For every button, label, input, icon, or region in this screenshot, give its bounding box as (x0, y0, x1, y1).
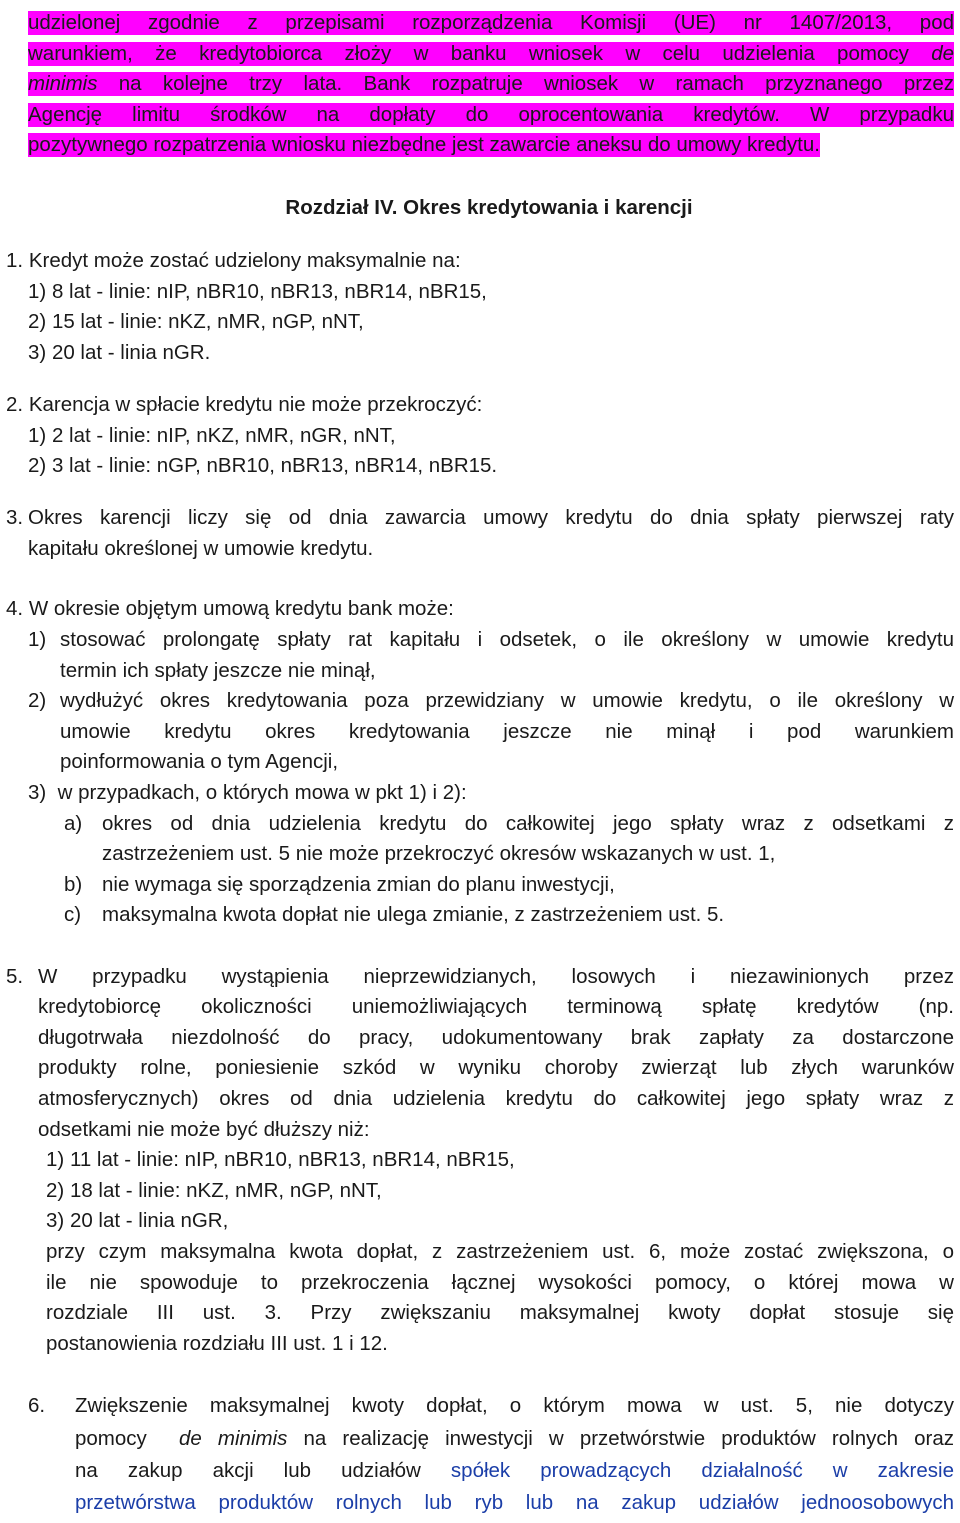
section-2-number: 2. (6, 393, 24, 416)
section-4-subitem-b-letter: b) (64, 873, 83, 896)
section-5-line-1: W przypadku wystąpienia nieprzewidzianych, losowych i niezawinionych przez (38, 965, 954, 988)
section-5-item-1: 1) 11 lat - linie: nIP, nBR10, nBR13, nBR14, nBR15, (46, 1148, 515, 1171)
section-4-item-1-line-1: stosować prolongatę spłaty rat kapitału i odsetek, o ile określony w umowie kredytu (60, 628, 954, 651)
section-1-number: 1. (6, 249, 24, 272)
section-5-line-2: kredytobiorcę okoliczności uniemożliwiających terminową spłatę kredytów (np. (38, 995, 954, 1018)
section-5-line-6: odsetkami nie może być dłuższy niż: (38, 1118, 370, 1141)
section-4-item-1-number: 1) (28, 628, 47, 651)
section-4-subitem-c-text: maksymalna kwota dopłat nie ulega zmianie, z zastrzeżeniem ust. 5. (102, 903, 725, 926)
section-5-line-3: długotrwała niezdolność do pracy, udokumentowany brak zapłaty za dostarczone (38, 1026, 954, 1049)
section-5-after-line-2: ile nie spowoduje to przekroczenia łącznej wysokości pomocy, o której mowa w (46, 1271, 954, 1294)
section-5-item-2: 2) 18 lat - linie: nKZ, nMR, nGP, nNT, (46, 1179, 382, 1202)
section-4-text: W okresie objętym umową kredytu bank może: (28, 597, 454, 620)
intro-line-1: udzielonej zgodnie z przepisami rozporządzenia Komisji (UE) nr 1407/2013, pod (28, 11, 954, 34)
section-2-text: Karencja w spłacie kredytu nie może przekroczyć: (28, 393, 483, 416)
section-4-subitem-a-line-2: zastrzeżeniem ust. 5 nie może przekroczyć okresów wskazanych w ust. 1, (102, 842, 776, 865)
section-6-line-1: Zwiększenie maksymalnej kwoty dopłat, o którym mowa w ust. 5, nie dotyczy (75, 1394, 954, 1417)
section-6-blue-text: spółek prowadzących działalność w zakresie (450, 1459, 954, 1482)
section-1-item-2: 2) 15 lat - linie: nKZ, nMR, nGP, nNT, (28, 310, 364, 333)
intro-line-5: pozytywnego rozpatrzenia wniosku niezbędne jest zawarcie aneksu do umowy kredytu. (28, 133, 820, 156)
chapter-heading: Rozdział IV. Okres kredytowania i karencji (285, 196, 693, 219)
section-6-line-3: na zakup akcji lub udziałów spółek prowadzących działalność w zakresie (75, 1459, 954, 1482)
section-1-item-3: 3) 20 lat - linia nGR. (28, 341, 211, 364)
intro-line-4: Agencję limitu środków na dopłaty do oprocentowania kredytów. W przypadku (28, 102, 954, 126)
section-4-item-2-line-2: umowie kredytu okres kredytowania jeszcze nie minął i pod warunkiem (60, 720, 954, 743)
section-4-item-2-number: 2) (28, 689, 47, 712)
section-5-item-3: 3) 20 lat - linia nGR, (46, 1209, 229, 1232)
section-1-text: Kredyt może zostać udzielony maksymalnie na: (28, 249, 461, 272)
intro-line-3: minimis na kolejne trzy lata. Bank rozpatruje wniosek w ramach przyznanego przez (28, 72, 954, 95)
section-3-number: 3. (6, 506, 24, 529)
section-6-de-minimis-italic: de minimis (179, 1427, 288, 1450)
section-4-item-3: 3) w przypadkach, o których mowa w pkt 1) i 2): (28, 781, 467, 804)
section-5-line-5: atmosferycznych) okres od dnia udzielenia kredytu do całkowitej jego spłaty wraz z (38, 1087, 954, 1110)
section-5-line-4: produkty rolne, poniesienie szkód w wyniku choroby zwierząt lub złych warunków (38, 1056, 954, 1079)
intro-paragraph (28, 8, 954, 161)
section-6-number: 6. (28, 1394, 46, 1417)
section-4-number: 4. (6, 597, 24, 620)
section-4-subitem-a-letter: a) (64, 812, 83, 835)
section-3-line-1: Okres karencji liczy się od dnia zawarcia umowy kredytu do dnia spłaty pierwszej raty (28, 506, 954, 529)
section-4-subitem-b-text: nie wymaga się sporządzenia zmian do planu inwestycji, (102, 873, 615, 896)
section-4-item-2-line-3: poinformowania o tym Agencji, (60, 750, 339, 773)
section-4-subitem-c-letter: c) (64, 903, 82, 926)
section-5-after-line-1: przy czym maksymalna kwota dopłat, z zastrzeżeniem ust. 6, może zostać zwiększona, o (46, 1240, 954, 1263)
section-5-after-line-3: rozdziale III ust. 3. Przy zwiększaniu maksymalnej kwoty dopłat stosuje się (46, 1301, 954, 1324)
intro-de-italic: de (931, 41, 954, 65)
section-2-item-2: 2) 3 lat - linie: nGP, nBR10, nBR13, nBR14, nBR15. (28, 454, 498, 477)
section-5-number: 5. (6, 965, 24, 988)
section-6-line-2: pomocy de minimis na realizację inwestycji w przetwórstwie produktów rolnych oraz (75, 1427, 954, 1450)
section-6-line-4: przetwórstwa produktów rolnych lub ryb lub na zakup udziałów jednoosobowych (75, 1491, 954, 1514)
section-1-item-1: 1) 8 lat - linie: nIP, nBR10, nBR13, nBR14, nBR15, (28, 280, 487, 303)
section-4-item-2-line-1: wydłużyć okres kredytowania poza przewidziany w umowie kredytu, o ile określony w (60, 689, 954, 712)
section-4-subitem-a-line-1: okres od dnia udzielenia kredytu do całkowitej jego spłaty wraz z odsetkami z (102, 812, 954, 835)
section-3-line-2: kapitału określonej w umowie kredytu. (28, 537, 374, 560)
section-5-after-line-4: postanowienia rozdziału III ust. 1 i 12. (46, 1332, 388, 1355)
section-4-item-1-line-2: termin ich spłaty jeszcze nie minął, (60, 659, 376, 682)
section-2-item-1: 1) 2 lat - linie: nIP, nKZ, nMR, nGR, nNT, (28, 424, 396, 447)
intro-line-2: warunkiem, że kredytobiorca złoży w banku wniosek w celu udzielenia pomocy de (28, 41, 954, 65)
